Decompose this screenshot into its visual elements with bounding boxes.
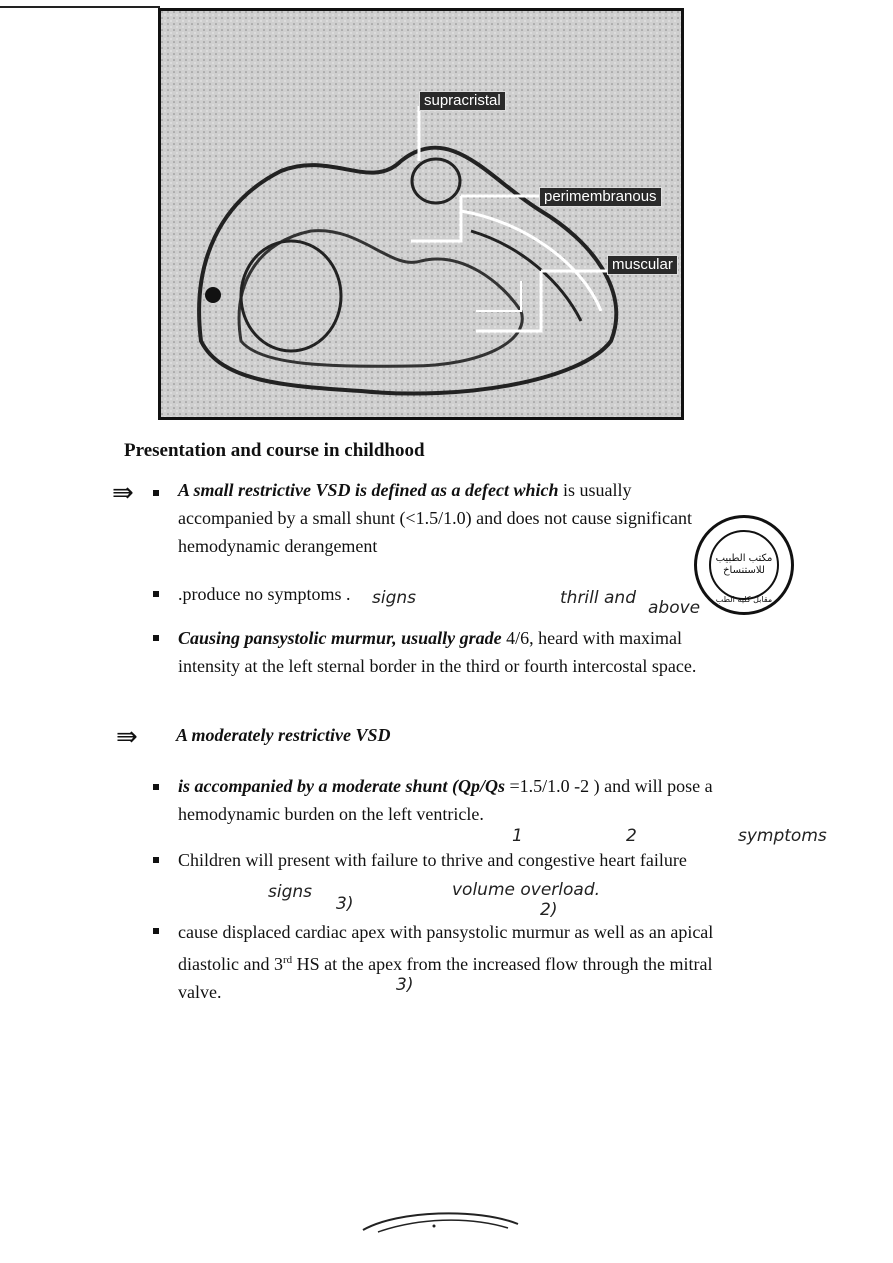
murmur-rest: 4/6, heard with maximal intensity at the left sternal border in the third or fourth intercostal space. (178, 628, 697, 676)
small-vsd-lead: A small restrictive VSD is defined as a defect which (178, 480, 559, 500)
bullet-icon (153, 857, 159, 863)
bullet-icon (153, 928, 159, 934)
note-circle-3b: 3) (396, 975, 414, 995)
bullet-no-symptoms: .produce no symptoms . (178, 584, 351, 604)
section-heading: Presentation and course in childhood (124, 440, 425, 461)
apex-text-a: cause displaced cardiac apex with pansystolic murmur as well as an apical diastolic and 3 (178, 922, 714, 974)
vsd-anatomy-figure (158, 8, 684, 420)
stamp-center-text: مكتب الطبيب للاستنساخ (709, 530, 779, 600)
murmur-lead: Causing pansystolic murmur, usually grade (178, 628, 502, 648)
bullet-present: Children will present with failure to thrive and congestive heart failure (178, 850, 687, 870)
handwritten-arrow-icon: ⇛ (116, 722, 138, 752)
note-circle-3a: 3) (336, 894, 354, 914)
label-supracristal: supracristal (419, 91, 506, 111)
handwritten-arrow-icon: ⇛ (112, 478, 134, 508)
note-signs-1: signs (372, 588, 417, 608)
note-num-2: 2 (626, 826, 637, 846)
apex-superscript: rd (282, 954, 293, 966)
note-num-1: 1 (512, 826, 523, 846)
note-circle-2: 2) (540, 900, 558, 920)
note-above: above (648, 598, 701, 618)
bullet-icon (153, 591, 159, 597)
heart-illustration (161, 11, 681, 417)
bullet-small-vsd (178, 476, 723, 560)
small-vsd-rest: is usually accompanied by a small shunt (<1.5/1.0) and does not cause significant hemodynamic derangement (178, 480, 693, 556)
bullet-moderate-shunt (178, 772, 768, 828)
note-volume: volume overload. (452, 880, 601, 900)
bullet-murmur (178, 624, 738, 680)
top-rule (0, 6, 160, 8)
note-symptoms: symptoms (738, 826, 827, 846)
bullet-apex (178, 918, 758, 1006)
moderate-shunt-rest: =1.5/1.0 -2 ) and will pose a hemodynamic burden on the left ventricle. (178, 776, 713, 824)
moderate-shunt-lead: is accompanied by a moderate shunt (Qp/Qs (178, 776, 505, 796)
bullet-icon (153, 490, 159, 496)
bullet-icon (153, 635, 159, 641)
label-muscular: muscular (607, 255, 678, 275)
apex-text-b: HS at the apex from the increased flow through the mitral valve. (178, 954, 713, 1002)
note-signs-2: signs (268, 882, 313, 902)
label-perimembranous: perimembranous (539, 187, 662, 207)
note-thrill: thrill and (560, 588, 636, 608)
handwritten-scribble-icon (358, 1208, 528, 1238)
moderate-vsd-title: A moderately restrictive VSD (176, 725, 391, 745)
bullet-icon (153, 784, 159, 790)
stamp-ring-text: مقابل كلية الطب (715, 595, 773, 604)
